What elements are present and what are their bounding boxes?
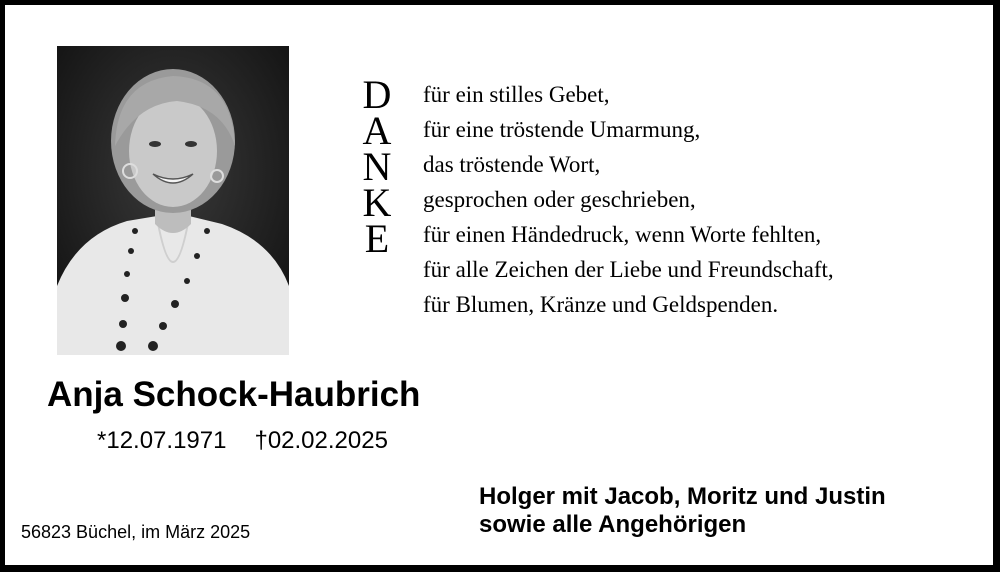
thanks-line: für ein stilles Gebet, <box>423 82 610 107</box>
death-date: †02.02.2025 <box>254 427 388 454</box>
place-and-date: 56823 Büchel, im März 2025 <box>21 522 251 542</box>
thanks-line: für eine tröstende Umarmung, <box>423 117 701 142</box>
thanks-line: für alle Zeichen der Liebe und Freundschaft, <box>423 257 834 282</box>
family-line: Holger mit Jacob, Moritz und Justin <box>479 483 886 510</box>
birth-date: *12.07.1971 <box>97 427 227 454</box>
danke-letter: D <box>362 72 392 117</box>
thanks-text <box>423 77 834 322</box>
danke-letter: K <box>362 180 392 225</box>
family-line: sowie alle Angehörigen <box>479 511 747 538</box>
thanks-line: für einen Händedruck, wenn Worte fehlten, <box>423 222 822 247</box>
danke-letter: A <box>362 108 392 153</box>
obituary-card <box>5 5 993 565</box>
thanks-line: gesprochen oder geschrieben, <box>423 187 696 212</box>
danke-vertical-word <box>357 72 397 261</box>
deceased-name: Anja Schock-Haubrich <box>47 375 421 414</box>
portrait-photo <box>57 46 289 355</box>
family-signature <box>479 483 886 539</box>
life-dates <box>97 427 388 455</box>
thanks-line: für Blumen, Kränze und Geldspenden. <box>423 292 779 317</box>
danke-letter: N <box>362 144 392 189</box>
thanks-line: das tröstende Wort, <box>423 152 601 177</box>
danke-letter: E <box>364 216 390 261</box>
